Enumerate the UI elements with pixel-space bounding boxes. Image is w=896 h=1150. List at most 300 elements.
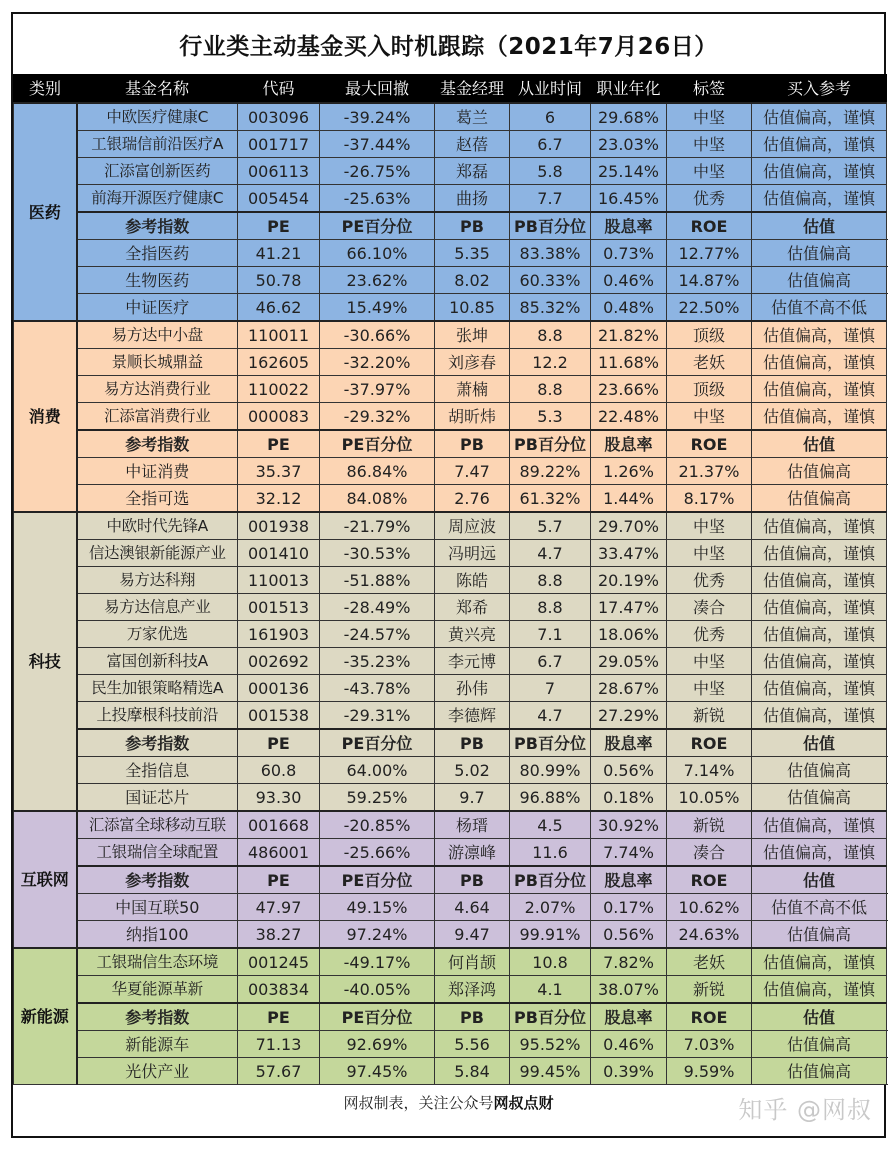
max-drawdown: -21.79% xyxy=(320,512,435,540)
pe-percentile: 23.62% xyxy=(320,267,435,294)
index-header-pe-percentile: PE百分位 xyxy=(320,430,435,458)
roe: 24.63% xyxy=(667,921,752,949)
valuation: 估值偏高 xyxy=(752,240,887,267)
fund-name: 民生加银策略精选A xyxy=(77,675,238,702)
index-header-pb: PB xyxy=(435,866,510,894)
index-header-dividend-yield: 股息率 xyxy=(591,430,667,458)
annualized-return: 21.82% xyxy=(591,321,667,349)
dividend-yield: 0.48% xyxy=(591,294,667,322)
fund-code: 001717 xyxy=(238,131,320,158)
fund-code: 000136 xyxy=(238,675,320,702)
pb-percentile: 89.22% xyxy=(510,458,591,485)
max-drawdown: -40.05% xyxy=(320,976,435,1004)
max-drawdown: -25.66% xyxy=(320,839,435,867)
index-header-dividend-yield: 股息率 xyxy=(591,212,667,240)
pe: 41.21 xyxy=(238,240,320,267)
manager: 黄兴亮 xyxy=(435,621,510,648)
roe: 7.14% xyxy=(667,757,752,784)
index-name: 中证消费 xyxy=(77,458,238,485)
pb-percentile: 96.88% xyxy=(510,784,591,812)
valuation: 估值不高不低 xyxy=(752,894,887,921)
pe: 57.67 xyxy=(238,1058,320,1085)
pb: 2.76 xyxy=(435,485,510,513)
index-header-dividend-yield: 股息率 xyxy=(591,1003,667,1031)
fund-name: 工银瑞信生态环境 xyxy=(77,948,238,976)
index-name: 中国互联50 xyxy=(77,894,238,921)
valuation: 估值偏高 xyxy=(752,757,887,784)
index-row xyxy=(14,294,887,322)
tag: 中坚 xyxy=(667,158,752,185)
pb: 4.64 xyxy=(435,894,510,921)
fund-code: 003834 xyxy=(238,976,320,1004)
header-annualized: 职业年化 xyxy=(591,75,667,104)
buy-reference: 估值偏高，谨慎 xyxy=(752,648,887,675)
roe: 9.59% xyxy=(667,1058,752,1085)
dividend-yield: 1.26% xyxy=(591,458,667,485)
header-tag: 标签 xyxy=(667,75,752,104)
annualized-return: 11.68% xyxy=(591,349,667,376)
annualized-return: 23.66% xyxy=(591,376,667,403)
pb: 5.02 xyxy=(435,757,510,784)
tag: 中坚 xyxy=(667,675,752,702)
header-max-drawdown: 最大回撤 xyxy=(320,75,435,104)
tag: 新锐 xyxy=(667,702,752,730)
header-buy-reference: 买入参考 xyxy=(752,75,887,104)
index-header-row xyxy=(14,212,887,240)
index-header-row xyxy=(14,1003,887,1031)
fund-name: 易方达中小盘 xyxy=(77,321,238,349)
index-row xyxy=(14,1031,887,1058)
index-name: 全指医药 xyxy=(77,240,238,267)
fund-row xyxy=(14,321,887,349)
fund-code: 005454 xyxy=(238,185,320,213)
buy-reference: 估值偏高，谨慎 xyxy=(752,948,887,976)
tenure: 4.7 xyxy=(510,540,591,567)
index-row xyxy=(14,784,887,812)
pe-percentile: 92.69% xyxy=(320,1031,435,1058)
index-header-row xyxy=(14,729,887,757)
pb-percentile: 85.32% xyxy=(510,294,591,322)
index-header-valuation: 估值 xyxy=(752,866,887,894)
pe-percentile: 97.45% xyxy=(320,1058,435,1085)
fund-tracking-sheet xyxy=(11,12,886,1138)
annualized-return: 22.48% xyxy=(591,403,667,431)
fund-code: 110022 xyxy=(238,376,320,403)
fund-row xyxy=(14,811,887,839)
fund-code: 001513 xyxy=(238,594,320,621)
dividend-yield: 0.56% xyxy=(591,757,667,784)
annualized-return: 7.82% xyxy=(591,948,667,976)
index-name: 中证医疗 xyxy=(77,294,238,322)
fund-row xyxy=(14,103,887,131)
index-header-valuation: 估值 xyxy=(752,1003,887,1031)
max-drawdown: -30.66% xyxy=(320,321,435,349)
pe: 32.12 xyxy=(238,485,320,513)
index-row xyxy=(14,894,887,921)
manager: 游凛峰 xyxy=(435,839,510,867)
pe: 38.27 xyxy=(238,921,320,949)
index-header-pb: PB xyxy=(435,430,510,458)
footer-credit-text: 网叔制表，关注公众号 xyxy=(343,1094,494,1112)
tag: 顶级 xyxy=(667,321,752,349)
fund-row xyxy=(14,621,887,648)
dividend-yield: 0.73% xyxy=(591,240,667,267)
pb: 9.47 xyxy=(435,921,510,949)
header-tenure: 从业时间 xyxy=(510,75,591,104)
manager: 胡昕炜 xyxy=(435,403,510,431)
index-header-index-name: 参考指数 xyxy=(77,729,238,757)
tag: 顶级 xyxy=(667,376,752,403)
tag: 中坚 xyxy=(667,540,752,567)
manager: 葛兰 xyxy=(435,103,510,131)
fund-name: 前海开源医疗健康C xyxy=(77,185,238,213)
header-category: 类别 xyxy=(14,75,77,104)
roe: 10.62% xyxy=(667,894,752,921)
index-header-row xyxy=(14,866,887,894)
tag: 新锐 xyxy=(667,811,752,839)
fund-code: 001538 xyxy=(238,702,320,730)
pb: 8.02 xyxy=(435,267,510,294)
tenure: 7 xyxy=(510,675,591,702)
fund-row xyxy=(14,131,887,158)
tag: 优秀 xyxy=(667,185,752,213)
pe: 46.62 xyxy=(238,294,320,322)
tag: 中坚 xyxy=(667,512,752,540)
annualized-return: 7.74% xyxy=(591,839,667,867)
fund-row xyxy=(14,376,887,403)
pe: 47.97 xyxy=(238,894,320,921)
valuation: 估值偏高 xyxy=(752,921,887,949)
dividend-yield: 0.18% xyxy=(591,784,667,812)
fund-row xyxy=(14,648,887,675)
category-label: 新能源 xyxy=(14,948,77,1085)
category-label: 科技 xyxy=(14,512,77,811)
pb: 5.56 xyxy=(435,1031,510,1058)
category-label: 消费 xyxy=(14,321,77,512)
annualized-return: 29.05% xyxy=(591,648,667,675)
dividend-yield: 0.17% xyxy=(591,894,667,921)
annualized-return: 18.06% xyxy=(591,621,667,648)
pe-percentile: 49.15% xyxy=(320,894,435,921)
pb: 5.35 xyxy=(435,240,510,267)
index-name: 全指信息 xyxy=(77,757,238,784)
pe: 93.30 xyxy=(238,784,320,812)
index-name: 光伏产业 xyxy=(77,1058,238,1085)
manager: 何肖颉 xyxy=(435,948,510,976)
annualized-return: 17.47% xyxy=(591,594,667,621)
index-header-pb-percentile: PB百分位 xyxy=(510,1003,591,1031)
index-header-pb: PB xyxy=(435,729,510,757)
max-drawdown: -32.20% xyxy=(320,349,435,376)
fund-row xyxy=(14,512,887,540)
index-header-pb-percentile: PB百分位 xyxy=(510,430,591,458)
fund-name: 上投摩根科技前沿 xyxy=(77,702,238,730)
annualized-return: 29.70% xyxy=(591,512,667,540)
annualized-return: 28.67% xyxy=(591,675,667,702)
annualized-return: 16.45% xyxy=(591,185,667,213)
fund-code: 001668 xyxy=(238,811,320,839)
fund-code: 110011 xyxy=(238,321,320,349)
pb-percentile: 95.52% xyxy=(510,1031,591,1058)
index-header-pe: PE xyxy=(238,1003,320,1031)
manager: 周应波 xyxy=(435,512,510,540)
max-drawdown: -49.17% xyxy=(320,948,435,976)
roe: 22.50% xyxy=(667,294,752,322)
index-header-roe: ROE xyxy=(667,729,752,757)
tenure: 4.1 xyxy=(510,976,591,1004)
watermark: 知乎 @网叔 xyxy=(738,1096,872,1124)
valuation: 估值偏高 xyxy=(752,1058,887,1085)
tenure: 8.8 xyxy=(510,567,591,594)
fund-code: 162605 xyxy=(238,349,320,376)
manager: 赵蓓 xyxy=(435,131,510,158)
pb-percentile: 83.38% xyxy=(510,240,591,267)
buy-reference: 估值偏高，谨慎 xyxy=(752,403,887,431)
roe: 8.17% xyxy=(667,485,752,513)
buy-reference: 估值偏高，谨慎 xyxy=(752,839,887,867)
footer-account-name: 网叔点财 xyxy=(493,1094,554,1112)
dividend-yield: 0.46% xyxy=(591,267,667,294)
index-header-index-name: 参考指数 xyxy=(77,1003,238,1031)
index-name: 国证芯片 xyxy=(77,784,238,812)
table-header-row xyxy=(14,75,887,104)
fund-name: 易方达信息产业 xyxy=(77,594,238,621)
buy-reference: 估值偏高，谨慎 xyxy=(752,349,887,376)
tenure: 5.7 xyxy=(510,512,591,540)
annualized-return: 20.19% xyxy=(591,567,667,594)
max-drawdown: -37.97% xyxy=(320,376,435,403)
manager: 杨瑨 xyxy=(435,811,510,839)
manager: 李元博 xyxy=(435,648,510,675)
fund-table xyxy=(13,74,887,1085)
pe: 35.37 xyxy=(238,458,320,485)
fund-name: 汇添富全球移动互联 xyxy=(77,811,238,839)
buy-reference: 估值偏高，谨慎 xyxy=(752,185,887,213)
fund-name: 华夏能源革新 xyxy=(77,976,238,1004)
max-drawdown: -35.23% xyxy=(320,648,435,675)
index-header-index-name: 参考指数 xyxy=(77,430,238,458)
fund-code: 006113 xyxy=(238,158,320,185)
index-name: 纳指100 xyxy=(77,921,238,949)
tenure: 7.1 xyxy=(510,621,591,648)
dividend-yield: 0.39% xyxy=(591,1058,667,1085)
fund-row xyxy=(14,185,887,213)
tag: 老妖 xyxy=(667,948,752,976)
index-header-pe-percentile: PE百分位 xyxy=(320,212,435,240)
index-header-dividend-yield: 股息率 xyxy=(591,866,667,894)
fund-code: 000083 xyxy=(238,403,320,431)
tenure: 6 xyxy=(510,103,591,131)
buy-reference: 估值偏高，谨慎 xyxy=(752,976,887,1004)
tenure: 6.7 xyxy=(510,131,591,158)
max-drawdown: -30.53% xyxy=(320,540,435,567)
max-drawdown: -29.31% xyxy=(320,702,435,730)
roe: 7.03% xyxy=(667,1031,752,1058)
fund-code: 001245 xyxy=(238,948,320,976)
fund-code: 110013 xyxy=(238,567,320,594)
pb: 10.85 xyxy=(435,294,510,322)
pe-percentile: 64.00% xyxy=(320,757,435,784)
fund-row xyxy=(14,349,887,376)
tag: 新锐 xyxy=(667,976,752,1004)
tag: 凑合 xyxy=(667,594,752,621)
pe: 50.78 xyxy=(238,267,320,294)
index-header-pe-percentile: PE百分位 xyxy=(320,866,435,894)
dividend-yield: 0.46% xyxy=(591,1031,667,1058)
fund-row xyxy=(14,594,887,621)
max-drawdown: -24.57% xyxy=(320,621,435,648)
max-drawdown: -20.85% xyxy=(320,811,435,839)
fund-row xyxy=(14,839,887,867)
annualized-return: 33.47% xyxy=(591,540,667,567)
fund-row xyxy=(14,567,887,594)
fund-code: 486001 xyxy=(238,839,320,867)
fund-name: 中欧医疗健康C xyxy=(77,103,238,131)
index-header-pe: PE xyxy=(238,866,320,894)
pb-percentile: 80.99% xyxy=(510,757,591,784)
fund-code: 002692 xyxy=(238,648,320,675)
fund-name: 汇添富消费行业 xyxy=(77,403,238,431)
buy-reference: 估值偏高，谨慎 xyxy=(752,158,887,185)
manager: 陈皓 xyxy=(435,567,510,594)
buy-reference: 估值偏高，谨慎 xyxy=(752,594,887,621)
index-header-valuation: 估值 xyxy=(752,430,887,458)
roe: 14.87% xyxy=(667,267,752,294)
index-row xyxy=(14,485,887,513)
pe-percentile: 86.84% xyxy=(320,458,435,485)
buy-reference: 估值偏高，谨慎 xyxy=(752,376,887,403)
manager: 郑磊 xyxy=(435,158,510,185)
tag: 老妖 xyxy=(667,349,752,376)
fund-code: 001410 xyxy=(238,540,320,567)
buy-reference: 估值偏高，谨慎 xyxy=(752,567,887,594)
tenure: 10.8 xyxy=(510,948,591,976)
index-row xyxy=(14,921,887,949)
index-header-pe: PE xyxy=(238,729,320,757)
index-header-pb-percentile: PB百分位 xyxy=(510,866,591,894)
pb: 9.7 xyxy=(435,784,510,812)
pe-percentile: 84.08% xyxy=(320,485,435,513)
fund-row xyxy=(14,948,887,976)
buy-reference: 估值偏高，谨慎 xyxy=(752,103,887,131)
manager: 张坤 xyxy=(435,321,510,349)
max-drawdown: -28.49% xyxy=(320,594,435,621)
annualized-return: 27.29% xyxy=(591,702,667,730)
valuation: 估值偏高 xyxy=(752,458,887,485)
tenure: 6.7 xyxy=(510,648,591,675)
fund-code: 001938 xyxy=(238,512,320,540)
max-drawdown: -29.32% xyxy=(320,403,435,431)
page-title: 行业类主动基金买入时机跟踪（2021年7月26日） xyxy=(179,33,718,60)
pb: 5.84 xyxy=(435,1058,510,1085)
roe: 21.37% xyxy=(667,458,752,485)
buy-reference: 估值偏高，谨慎 xyxy=(752,512,887,540)
fund-name: 万家优选 xyxy=(77,621,238,648)
fund-name: 易方达科翔 xyxy=(77,567,238,594)
index-header-pe-percentile: PE百分位 xyxy=(320,729,435,757)
index-name: 生物医药 xyxy=(77,267,238,294)
pb: 7.47 xyxy=(435,458,510,485)
annualized-return: 23.03% xyxy=(591,131,667,158)
roe: 10.05% xyxy=(667,784,752,812)
valuation: 估值偏高 xyxy=(752,784,887,812)
pb-percentile: 2.07% xyxy=(510,894,591,921)
tenure: 5.3 xyxy=(510,403,591,431)
fund-row xyxy=(14,403,887,431)
manager: 孙伟 xyxy=(435,675,510,702)
tag: 中坚 xyxy=(667,648,752,675)
index-header-row xyxy=(14,430,887,458)
index-name: 新能源车 xyxy=(77,1031,238,1058)
pb-percentile: 61.32% xyxy=(510,485,591,513)
buy-reference: 估值偏高，谨慎 xyxy=(752,131,887,158)
annualized-return: 30.92% xyxy=(591,811,667,839)
tenure: 7.7 xyxy=(510,185,591,213)
tag: 优秀 xyxy=(667,567,752,594)
footer xyxy=(13,1068,884,1136)
tenure: 4.7 xyxy=(510,702,591,730)
annualized-return: 38.07% xyxy=(591,976,667,1004)
buy-reference: 估值偏高，谨慎 xyxy=(752,675,887,702)
tenure: 4.5 xyxy=(510,811,591,839)
tag: 中坚 xyxy=(667,103,752,131)
tenure: 8.8 xyxy=(510,376,591,403)
manager: 曲扬 xyxy=(435,185,510,213)
valuation: 估值偏高 xyxy=(752,485,887,513)
index-header-index-name: 参考指数 xyxy=(77,212,238,240)
fund-name: 富国创新科技A xyxy=(77,648,238,675)
tag: 凑合 xyxy=(667,839,752,867)
manager: 郑泽鸿 xyxy=(435,976,510,1004)
buy-reference: 估值偏高，谨慎 xyxy=(752,811,887,839)
manager: 萧楠 xyxy=(435,376,510,403)
manager: 郑希 xyxy=(435,594,510,621)
pe: 71.13 xyxy=(238,1031,320,1058)
fund-row xyxy=(14,976,887,1004)
annualized-return: 29.68% xyxy=(591,103,667,131)
index-header-roe: ROE xyxy=(667,1003,752,1031)
index-row xyxy=(14,267,887,294)
fund-name: 信达澳银新能源产业 xyxy=(77,540,238,567)
max-drawdown: -39.24% xyxy=(320,103,435,131)
pe-percentile: 59.25% xyxy=(320,784,435,812)
annualized-return: 25.14% xyxy=(591,158,667,185)
fund-row xyxy=(14,702,887,730)
fund-name: 工银瑞信前沿医疗A xyxy=(77,131,238,158)
index-header-pe-percentile: PE百分位 xyxy=(320,1003,435,1031)
dividend-yield: 0.56% xyxy=(591,921,667,949)
index-row xyxy=(14,458,887,485)
tenure: 11.6 xyxy=(510,839,591,867)
pb-percentile: 99.91% xyxy=(510,921,591,949)
fund-code: 003096 xyxy=(238,103,320,131)
index-row xyxy=(14,240,887,267)
pb-percentile: 99.45% xyxy=(510,1058,591,1085)
tag: 中坚 xyxy=(667,403,752,431)
index-header-pb-percentile: PB百分位 xyxy=(510,212,591,240)
max-drawdown: -51.88% xyxy=(320,567,435,594)
manager: 冯明远 xyxy=(435,540,510,567)
dividend-yield: 1.44% xyxy=(591,485,667,513)
tenure: 5.8 xyxy=(510,158,591,185)
max-drawdown: -37.44% xyxy=(320,131,435,158)
fund-name: 工银瑞信全球配置 xyxy=(77,839,238,867)
buy-reference: 估值偏高，谨慎 xyxy=(752,621,887,648)
index-header-dividend-yield: 股息率 xyxy=(591,729,667,757)
roe: 12.77% xyxy=(667,240,752,267)
pe-percentile: 97.24% xyxy=(320,921,435,949)
index-header-index-name: 参考指数 xyxy=(77,866,238,894)
